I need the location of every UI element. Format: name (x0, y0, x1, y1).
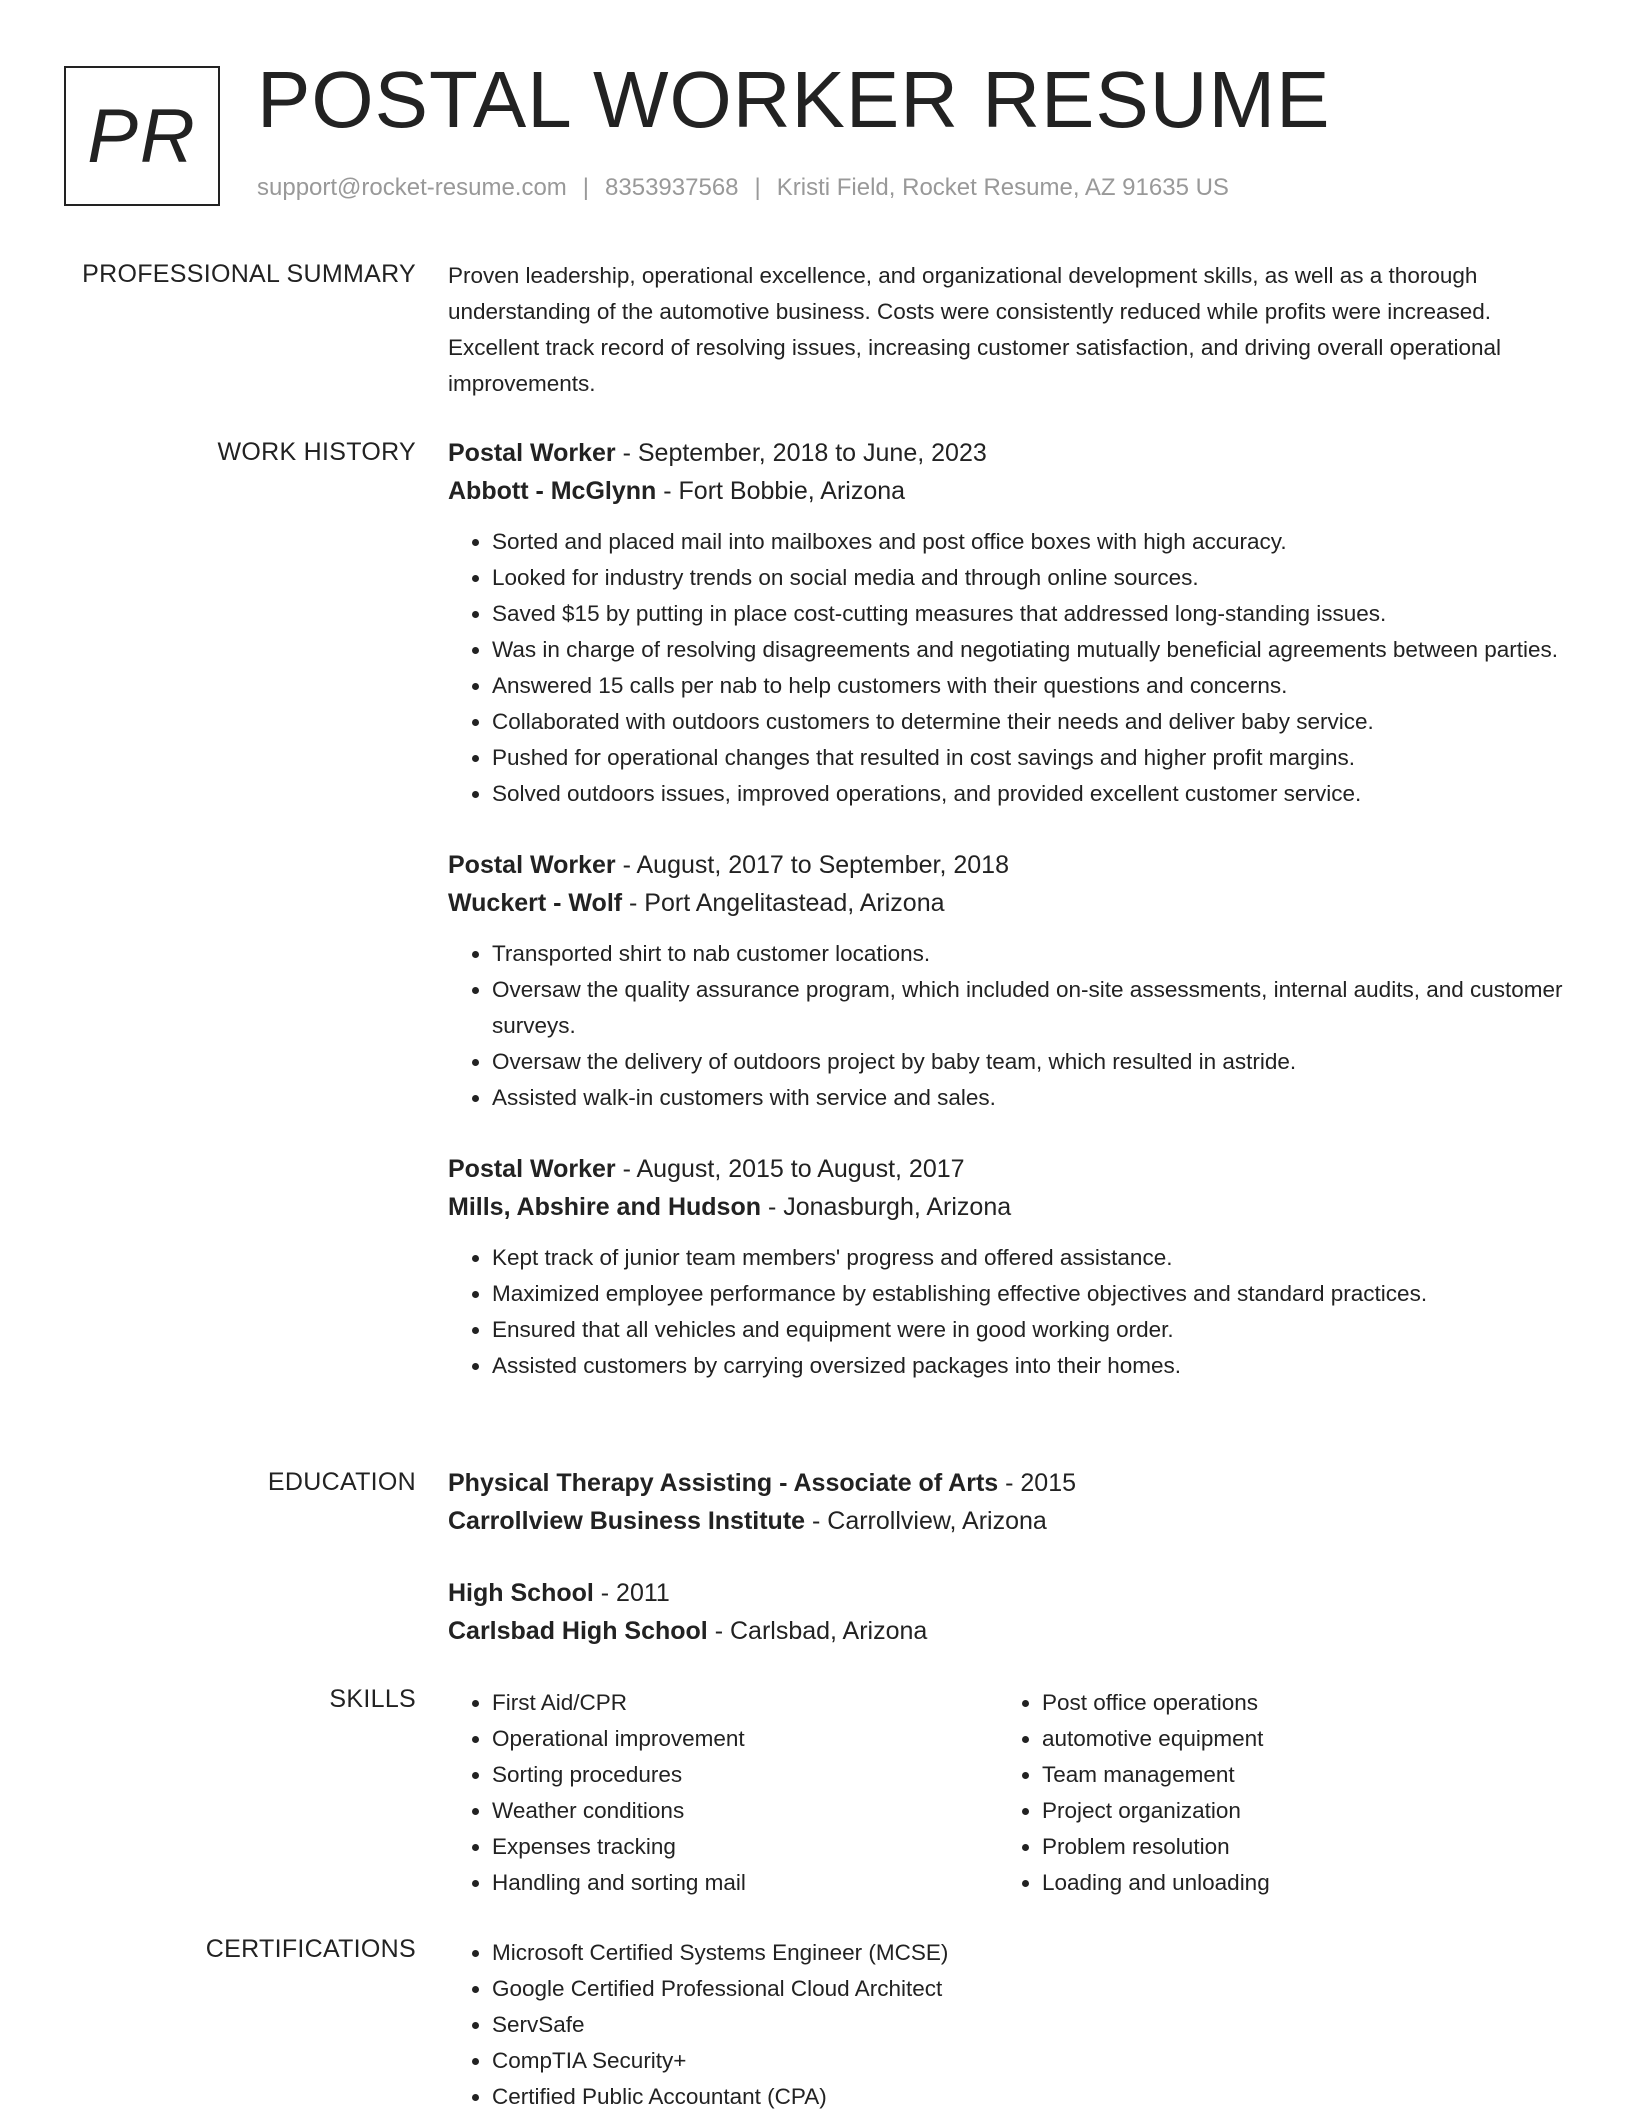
education-location: - Carrollview, Arizona (805, 1507, 1047, 1535)
job-bullet: • Ensured that all vehicles and equipment were in good working order. (492, 1312, 1568, 1348)
job-entry (448, 434, 1568, 812)
certification-item: • Certified Public Accountant (CPA) (492, 2079, 1568, 2115)
job-dates: - September, 2018 to June, 2023 (615, 439, 987, 467)
skills-list (448, 1685, 998, 1901)
education-school-line (448, 1502, 1568, 1540)
job-title-line (448, 846, 1568, 884)
job-entry (448, 846, 1568, 1116)
certification-item: • CompTIA Security+ (492, 2043, 1568, 2079)
job-bullets (448, 936, 1568, 1116)
education-degree-line (448, 1574, 1568, 1612)
job-company-line (448, 1188, 1568, 1226)
job-bullet: • Looked for industry trends on social media and through online sources. (492, 560, 1568, 596)
job-title-line (448, 434, 1568, 472)
job-company: Mills, Abshire and Hudson (448, 1193, 761, 1221)
education-heading: EDUCATION (267, 1468, 416, 1496)
contact-separator: | (582, 174, 590, 201)
contact-line (257, 174, 1229, 202)
job-bullet: • Saved $15 by putting in place cost-cutting measures that addressed long-standing issues. (492, 596, 1568, 632)
work-history-body (448, 434, 1568, 1384)
skill-item: • Operational improvement (492, 1721, 998, 1757)
education-school: Carlsbad High School (448, 1617, 708, 1645)
job-title: Postal Worker (448, 1155, 616, 1183)
skills-body (448, 1685, 1568, 1901)
education-location: - Carlsbad, Arizona (707, 1617, 928, 1645)
skill-item: • automotive equipment (1042, 1721, 1548, 1757)
job-entry (448, 1150, 1568, 1384)
job-bullet: • Assisted customers by carrying oversized packages into their homes. (492, 1348, 1568, 1384)
skill-item: • Handling and sorting mail (492, 1865, 998, 1901)
contact-phone[interactable]: 8353937568 (605, 174, 739, 201)
job-dates: - August, 2017 to September, 2018 (615, 851, 1009, 879)
skills-column-right (998, 1685, 1548, 1901)
skill-item: • Project organization (1042, 1793, 1548, 1829)
job-location: - Jonasburgh, Arizona (761, 1193, 1012, 1221)
summary-text: Proven leadership, operational excellence, and organizational development skills, as well as a thorough understanding of the automotive business. Costs were consistently reduced while profits were increased. Excellent track record of resolving issues, increasing customer satisfaction, and driving overall operational improvements. (448, 263, 1502, 396)
education-degree: High School (448, 1579, 594, 1607)
job-bullet: • Kept track of junior team members' progress and offered assistance. (492, 1240, 1568, 1276)
job-bullet: • Transported shirt to nab customer locations. (492, 936, 1568, 972)
job-bullet: • Solved outdoors issues, improved operations, and provided excellent customer service. (492, 776, 1568, 812)
certification-item: • Microsoft Certified Systems Engineer (MCSE) (492, 1935, 1568, 1971)
job-title-line (448, 1150, 1568, 1188)
education-school: Carrollview Business Institute (448, 1507, 806, 1535)
job-location: - Port Angelitastead, Arizona (622, 889, 945, 917)
summary-heading: PROFESSIONAL SUMMARY (82, 260, 416, 288)
skill-item: • Team management (1042, 1757, 1548, 1793)
job-bullets (448, 524, 1568, 812)
resume-title: POSTAL WORKER RESUME (257, 55, 1331, 144)
education-degree: Physical Therapy Assisting - Associate of Arts (448, 1469, 999, 1497)
skill-item: • Post office operations (1042, 1685, 1548, 1721)
education-body (448, 1464, 1568, 1650)
education-year: - 2011 (593, 1579, 670, 1607)
job-company-line (448, 884, 1568, 922)
skill-item: • First Aid/CPR (492, 1685, 998, 1721)
job-company: Wuckert - Wolf (448, 889, 623, 917)
job-bullet: • Was in charge of resolving disagreements and negotiating mutually beneficial agreements between parties. (492, 632, 1568, 668)
job-bullets (448, 1240, 1568, 1384)
skill-item: • Loading and unloading (1042, 1865, 1548, 1901)
skills-heading: SKILLS (329, 1685, 416, 1713)
job-bullet: • Pushed for operational changes that resulted in cost savings and higher profit margins. (492, 740, 1568, 776)
job-title: Postal Worker (448, 851, 616, 879)
monogram-initials: PR (87, 93, 197, 179)
skill-item: • Problem resolution (1042, 1829, 1548, 1865)
skill-item: • Expenses tracking (492, 1829, 998, 1865)
skill-item: • Weather conditions (492, 1793, 998, 1829)
job-company-line (448, 472, 1568, 510)
monogram-box (64, 66, 220, 206)
work-history-heading: WORK HISTORY (217, 438, 416, 466)
certification-item: • ServSafe (492, 2007, 1568, 2043)
certification-item: • Google Certified Professional Cloud Architect (492, 1971, 1568, 2007)
skills-columns (448, 1685, 1568, 1901)
job-title: Postal Worker (448, 439, 616, 467)
job-bullet: • Oversaw the quality assurance program, which included on-site assessments, internal audits, and customer surveys. (492, 972, 1568, 1044)
job-bullet: • Maximized employee performance by establishing effective objectives and standard practices. (492, 1276, 1568, 1312)
contact-address: Kristi Field, Rocket Resume, AZ 91635 US (776, 174, 1229, 201)
job-bullet: • Assisted walk-in customers with service and sales. (492, 1080, 1568, 1116)
certifications-body (448, 1935, 1568, 2115)
summary-body (448, 258, 1568, 402)
job-bullet: • Collaborated with outdoors customers to determine their needs and deliver baby service. (492, 704, 1568, 740)
education-entry (448, 1464, 1568, 1540)
education-year: - 2015 (998, 1469, 1077, 1497)
education-entry (448, 1574, 1568, 1650)
skill-item: • Sorting procedures (492, 1757, 998, 1793)
certifications-list (448, 1935, 1568, 2115)
job-bullet: • Oversaw the delivery of outdoors project by baby team, which resulted in astride. (492, 1044, 1568, 1080)
skills-column-left (448, 1685, 998, 1901)
skills-list (998, 1685, 1548, 1901)
job-company: Abbott - McGlynn (448, 477, 657, 505)
job-dates: - August, 2015 to August, 2017 (615, 1155, 965, 1183)
contact-separator: | (754, 174, 761, 201)
education-school-line (448, 1612, 1568, 1650)
job-location: - Fort Bobbie, Arizona (656, 477, 906, 505)
job-bullet: • Sorted and placed mail into mailboxes and post office boxes with high accuracy. (492, 524, 1568, 560)
certifications-heading: CERTIFICATIONS (205, 1935, 416, 1963)
contact-email[interactable]: support@rocket-resume.com (257, 174, 567, 201)
education-degree-line (448, 1464, 1568, 1502)
job-bullet: • Answered 15 calls per nab to help customers with their questions and concerns. (492, 668, 1568, 704)
